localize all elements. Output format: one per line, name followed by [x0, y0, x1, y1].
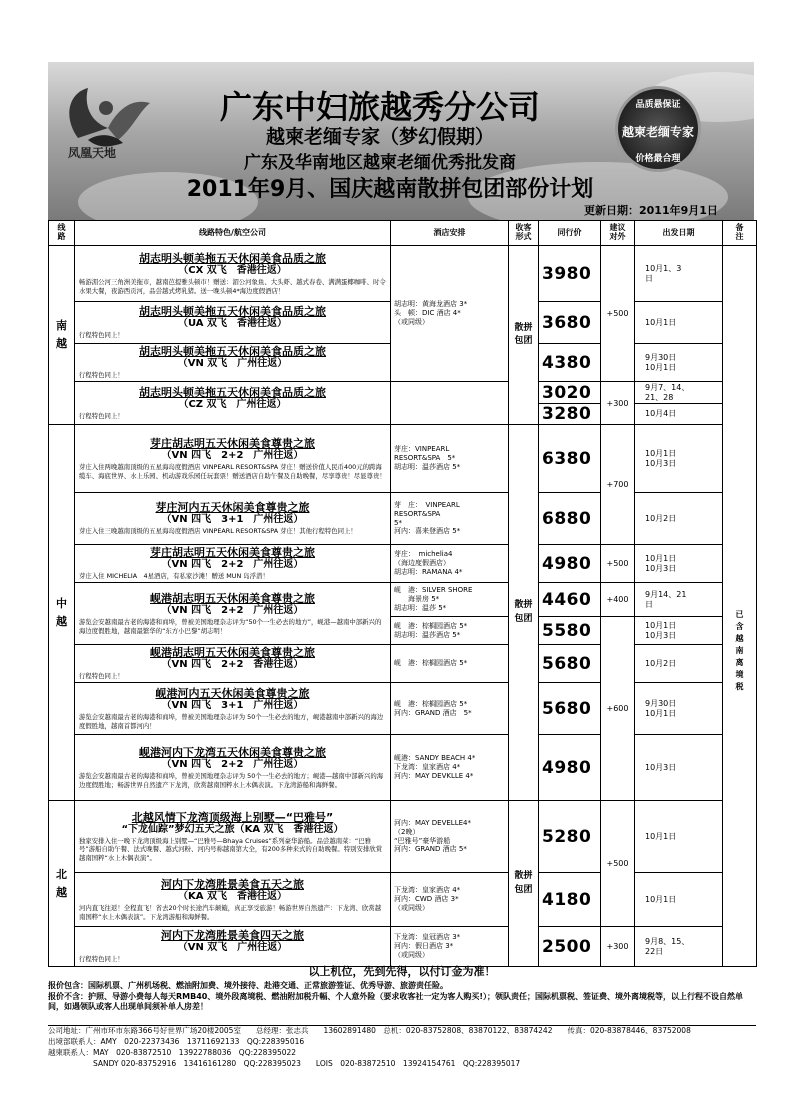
route-desc: 独家安排入住一晚下龙湾顶级海上别墅—“巴雅号—Bhaya Cruises”系列豪华游船。品尝越南菜：“巴雅号”游船自助午餐、法式晚餐、越式河粉、河内号称越南第大全，有200多种来式的自助晚餐。特别安排欣赏越南国粹“水上木偶表演”。 — [79, 837, 383, 862]
contact-line: 越柬联系人：MAY 020-83872510 13922788036 QQ:228395022 — [48, 1047, 297, 1057]
route-title: 岘港胡志明五天休闲美食尊贵之旅 — [150, 646, 315, 660]
update-date: 更新日期：2011年9月1日 — [584, 204, 718, 217]
route-desc: 游览会安越南最古老的海港和商埠，曾被美国地理杂志评为 50个一生必去的地方，岘港越南中部新兴的海边度假胜地，越南首都河内！ — [79, 713, 384, 730]
table-row — [49, 683, 757, 735]
price: 2500 — [539, 927, 601, 967]
price: 3020 — [539, 382, 601, 404]
depart-date: 9月8、15、 22日 — [635, 927, 723, 967]
route-cell — [75, 302, 391, 344]
route-desc: 畅游湄公河三角洲美拖市，越南芭提雅头顿市！赠送：湄公河象鱼、大头虾、越式春卷、满满蛋椰咖啡、时令水果大餐，夜游西贡河，品尝越式烤乳猪。送一晚头顿4*海边度假酒店！ — [79, 278, 386, 295]
depart-date: 10月1日 — [635, 302, 723, 344]
footer-lead: 以上机位，先到先得，以付订金为准！ — [308, 965, 496, 978]
col-route: 线路特色/航空公司 — [75, 221, 391, 246]
route-title: 岘港河内下龙湾五天休闲美食尊贵之旅 — [139, 746, 326, 760]
route-cell — [75, 645, 391, 683]
footer-notes — [48, 965, 756, 1013]
table-row — [49, 927, 757, 967]
price-excludes: 报价不含：护照、导游小费每人每天RMB40、境外段离境税、燃油附加税升幅、个人意外险（要求收客社一定为客人购买!）；领队责任；国际机票税、签证费、境外离境税等，以上行程不设自然单间，如遇领队或客人出现单间须补单人房差！ — [48, 991, 743, 1012]
route-sub: （VN 四飞 2+2 广州往返） — [161, 759, 304, 771]
route-title: 胡志明头顿美拖五天休闲美食品质之旅 — [139, 345, 326, 359]
route-sub: （VN 四飞 2+2 广州往返） — [161, 450, 304, 462]
route-cell — [75, 683, 391, 735]
region-north: 北 越 — [49, 801, 75, 967]
logo-name: 凤凰天地 — [68, 146, 117, 160]
depart-date: 9月30日 10月1日 — [635, 344, 723, 382]
booking-type: 散拼 包团 — [509, 425, 539, 801]
depart-date: 10月1日 10月3日 — [635, 425, 723, 493]
extra-price: +400 — [601, 583, 635, 617]
hotel-cell: 芽庄： michelia4 （海边度假酒店） 胡志明：RAMANA 4* — [391, 545, 509, 583]
price: 4180 — [539, 873, 601, 927]
route-sub: （UA 双飞 香港往返） — [177, 318, 288, 330]
route-sub: （KA 双飞 香港往返） — [178, 891, 287, 903]
price: 5580 — [539, 617, 601, 645]
route-desc: 河内直飞往返！全程直飞！省去20个时长途汽车颠簸，真正享受旅游！畅游世界自然遗产：下龙湾、欣赏越南国粹“水上木偶表演”。下龙湾游船和海鲜餐。 — [79, 904, 382, 921]
hotel-cell: 河内：MAY DEVELLE4* （2晚） “巴雅号”豪华游船 河内：GRAND 酒店 5* — [391, 801, 509, 873]
route-desc: 行程特色同上！ — [79, 955, 124, 964]
col-note: 备 注 — [723, 221, 757, 246]
table-row — [49, 425, 757, 493]
price: 3980 — [539, 246, 601, 302]
hotel-cell: 岘 港：棕榈园酒店 5* 胡志明：温莎酒店 5* — [391, 617, 509, 645]
extra-price: +700 — [601, 425, 635, 545]
table-header-row — [49, 221, 757, 246]
seal-main-text: 越柬老缅专家 — [621, 125, 694, 139]
route-cell — [75, 382, 391, 425]
price: 4980 — [539, 735, 601, 801]
hotel-cell: 岘 港：棕榈园酒店 5* — [391, 645, 509, 683]
route-sub: （VN 四飞 2+2 香港往返） — [161, 659, 304, 671]
tour-price-table — [48, 220, 757, 967]
depart-date: 10月3日 — [635, 735, 723, 801]
col-extra: 建议 对外 — [601, 221, 635, 246]
extra-price: +300 — [601, 927, 635, 967]
hotel-cell: 岘 港：棕榈园酒店 5* 河内：GRAND 酒店 5* — [391, 683, 509, 735]
price: 6380 — [539, 425, 601, 493]
hotel-cell: 岘 港：SILVER SHORE 海景房 5* 胡志明：温莎 5* — [391, 583, 509, 617]
table-row — [49, 382, 757, 404]
price: 3280 — [539, 404, 601, 425]
route-desc: 行程特色同上！ — [79, 331, 124, 340]
route-title: 芽庄胡志明五天休闲美食尊贵之旅 — [150, 437, 315, 451]
col-price: 同行价 — [539, 221, 601, 246]
depart-date: 10月4日 — [635, 404, 723, 425]
region-central: 中 越 — [49, 425, 75, 801]
price: 4980 — [539, 545, 601, 583]
route-sub: “下龙仙踪”梦幻五天之旅（KA 双飞 香港往返） — [121, 824, 344, 836]
route-cell — [75, 583, 391, 645]
contact-line: SANDY 020-83752916 13416161280 QQ:228395023 LOIS 020-83872510 13924154761 QQ:228395017 — [48, 1058, 521, 1068]
route-cell — [75, 344, 391, 382]
seal-top-text: 品质悬保证 — [635, 100, 681, 110]
route-sub: （CX 双飞 香港往返） — [178, 265, 287, 277]
route-title: 北越风情下龙湾顶级海上别墅—“巴雅号” — [131, 810, 334, 824]
price: 6880 — [539, 493, 601, 545]
route-sub: （VN 四飞 2+2 广州往返） — [161, 559, 304, 571]
route-title: 河内下龙湾胜景美食四天之旅 — [161, 929, 304, 943]
route-sub: （VN 双飞 广州往返） — [177, 942, 288, 954]
extra-price: +600 — [601, 617, 635, 801]
route-title: 芽庄胡志明五天休闲美食尊贵之旅 — [150, 546, 315, 560]
hotel-cell: 胡志明：黄海龙酒店 3* 头 顿：DIC 酒店 4* （或同级） — [391, 246, 509, 382]
subtitle: 广东及华南地区越柬老缅优秀批发商 — [244, 153, 516, 173]
table-row — [49, 583, 757, 617]
price: 5680 — [539, 645, 601, 683]
table-row — [49, 735, 757, 801]
table-row — [49, 645, 757, 683]
depart-date: 10月2日 — [635, 645, 723, 683]
table-row — [49, 873, 757, 927]
route-cell — [75, 927, 391, 967]
route-cell — [75, 493, 391, 545]
contact-line: 公司地址：广州市环市东路366号好世界广场20楼2005室 总经理：张志兵 13602891480 总机：020-83752808、83870122、83874242 传真：020-83878446、83752008 — [48, 1026, 691, 1035]
depart-date: 10月1、3 日 — [635, 246, 723, 302]
region-south: 南 越 — [49, 246, 75, 425]
route-cell — [75, 735, 391, 801]
note-cell — [723, 246, 757, 967]
route-desc: 行程特色同上！ — [79, 371, 124, 380]
route-sub: （VN 四飞 3+1 广州往返） — [161, 700, 304, 712]
route-desc: 芽庄入住三晚越南顶级的五星海岛度假酒店 VINPEARL RESORT&SPA 芽庄！其他行程特色同上！ — [79, 527, 357, 536]
contact-line: 出境部联系人：AMY 020-22373436 13711692133 QQ:228395016 — [48, 1036, 305, 1046]
hotel-cell: 下龙湾：皇家酒店 4* 河内：CWD 酒店 3* （或同级） — [391, 873, 509, 927]
hotel-cell: 岘港：SANDY BEACH 4* 下龙湾：皇家酒店 4* 河内：MAY DEVKLLE 4* — [391, 735, 509, 801]
route-sub: （CZ 双飞 广州往返） — [178, 398, 287, 410]
price: 5280 — [539, 801, 601, 873]
route-desc: 游览会安越南最古老的海港和商埠，曾被美国地理杂志评为“50个一生必去的地方”，岘港—越南中部新兴的海边度假胜地，越南最繁华的“东方小巴黎”胡志明！ — [79, 618, 382, 635]
col-region: 线 路 — [49, 221, 75, 246]
booking-type: 散拼 包团 — [509, 801, 539, 967]
extra-price: +500 — [601, 246, 635, 382]
table-row — [49, 493, 757, 545]
hotel-cell: 芽 庄： VINPEARL RESORT&SPA 5* 河内：喜来登酒店 5* — [391, 493, 509, 545]
price-includes: 报价包含：国际机票、广州机场税、燃油附加费、境外接待、赴港交通、正常旅游签证、优秀导游、旅游责任险。 — [48, 980, 448, 990]
col-type: 收客 形式 — [509, 221, 539, 246]
table-row — [49, 246, 757, 302]
route-sub: （VN 四飞 3+1 广州往返） — [161, 514, 304, 526]
depart-date: 10月1日 10月3日 — [635, 545, 723, 583]
extra-price: +300 — [601, 382, 635, 425]
hotel-cell — [391, 382, 509, 425]
seal-bottom-text: 价格最合理 — [635, 154, 681, 164]
route-title: 岘港胡志明五天休闲美食尊贵之旅 — [150, 592, 315, 606]
route-title: 胡志明头顿美拖五天休闲美食品质之旅 — [139, 252, 326, 266]
extra-price: +500 — [601, 801, 635, 927]
col-date: 出发日期 — [635, 221, 723, 246]
route-title: 岘港河内五天休闲美食尊贵之旅 — [155, 687, 310, 701]
route-cell — [75, 246, 391, 302]
price: 4380 — [539, 344, 601, 382]
price: 5680 — [539, 683, 601, 735]
route-cell — [75, 425, 391, 493]
hotel-cell: 下龙湾：皇冠酒店 3* 河内：假日酒店 3* （或同级） — [391, 927, 509, 967]
note-text: 已 含 越 南 离 境 税 — [735, 610, 744, 691]
route-sub: （VN 四飞 2+2 广州往返） — [161, 605, 304, 617]
route-cell — [75, 873, 391, 927]
slogan: 越柬老缅专家（梦幻假期） — [265, 126, 494, 148]
route-desc: 行程特色同上！ — [79, 672, 124, 681]
plan-title: 2011年9月、国庆越南散拼包团部份计划 — [186, 177, 594, 202]
route-desc: 游览会安越南最古老的海港和商埠，曾被美国地理杂志评为 50个一生必去的地方；岘港—越南中部新兴的海边度假胜地；畅游世界自然遗产下龙湾，欣赏越南国粹水上木偶表演。下龙湾游船和海鲜餐。 — [79, 772, 384, 789]
route-desc: 芽庄入住两晚越南顶级的五星海岛度假酒店 VINPEARL RESORT&SPA 芽庄！赠送价值人民币400元的跨海缆车、海底世界、水上乐园、机动游戏乐园任玩套票！赠送酒店自助午餐及自助晚餐，尽享尊贵！尽显尊贵！ — [79, 463, 386, 480]
route-title: 芽庄河内五天休闲美食尊贵之旅 — [155, 501, 310, 515]
route-desc: 行程特色同上！ — [79, 411, 124, 420]
depart-date: 9月30日 10月1日 — [635, 683, 723, 735]
depart-date: 10月1日 10月3日 — [635, 617, 723, 645]
route-title: 胡志明头顿美拖五天休闲美食品质之旅 — [139, 305, 326, 319]
col-hotel: 酒店安排 — [391, 221, 509, 246]
table-row — [49, 801, 757, 873]
price: 4460 — [539, 583, 601, 617]
depart-date: 10月1日 — [635, 873, 723, 927]
hotel-cell: 芽庄：VINPEARL RESORT&SPA 5* 胡志明：温莎酒店 5* — [391, 425, 509, 493]
company-name: 广东中妇旅越秀分公司 — [219, 88, 540, 126]
depart-date: 10月1日 — [635, 801, 723, 873]
depart-date: 9月7、14、 21、28 — [635, 382, 723, 404]
route-title: 河内下龙湾胜景美食五天之旅 — [161, 878, 304, 892]
route-cell — [75, 545, 391, 583]
depart-date: 10月2日 — [635, 493, 723, 545]
price: 3680 — [539, 302, 601, 344]
extra-price: +500 — [601, 545, 635, 583]
route-title: 胡志明头顿美拖五天休闲美食品质之旅 — [139, 385, 326, 399]
contact-info — [48, 1025, 756, 1070]
route-desc: 芽庄入住 MICHELIA 4星酒店，有私家沙滩！赠送 MUN 岛浮潜！ — [79, 572, 269, 581]
depart-date: 9月14、21 日 — [635, 583, 723, 617]
route-cell — [75, 801, 391, 873]
booking-type: 散拼 包团 — [509, 246, 539, 425]
table-row — [49, 545, 757, 583]
route-sub: （VN 双飞 广州往返） — [177, 358, 288, 370]
